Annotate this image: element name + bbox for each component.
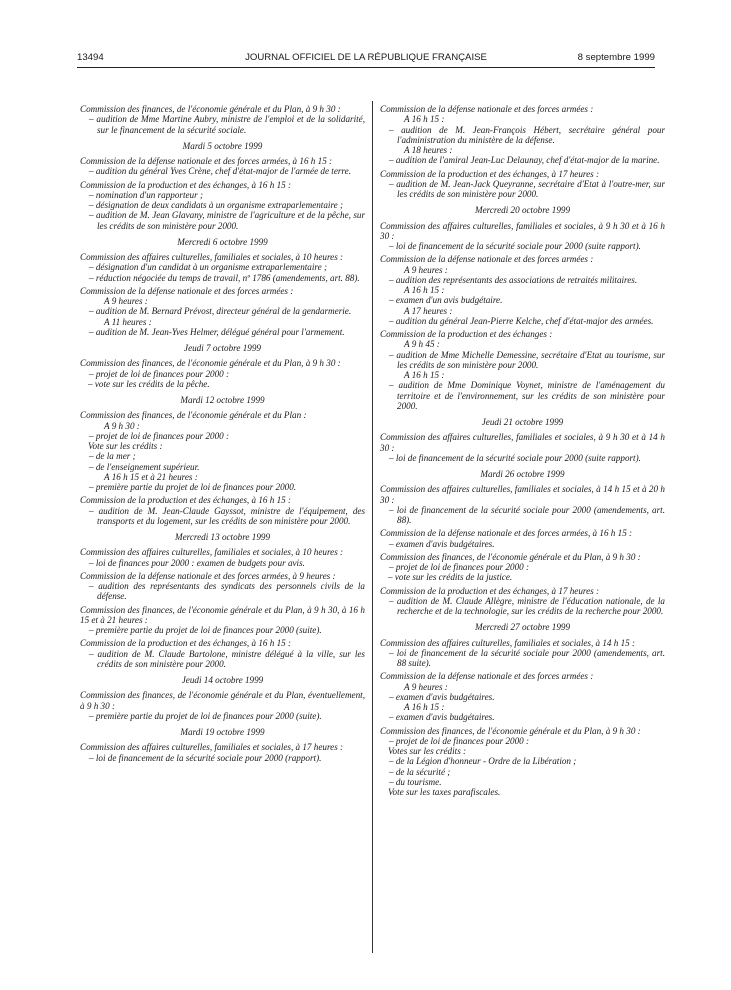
agenda-item: – audition de Mme Michelle Demessine, secrétaire d'Etat au tourisme, sur les crédits de son ministère pour 2000. xyxy=(389,349,665,370)
agenda-item: – loi de financement de la sécurité sociale pour 2000 (amendements, art. 88). xyxy=(389,504,665,525)
agenda-item: – loi de financement de la sécurité sociale pour 2000 (suite rapport). xyxy=(389,452,641,463)
agenda-item: – loi de finances pour 2000 : examen de budgets pour avis. xyxy=(89,557,305,568)
agenda-note: Votes sur les crédits : xyxy=(388,746,467,756)
agenda-item: – première partie du projet de loi de finances pour 2000 (suite). xyxy=(89,625,322,635)
agenda-item: – audition de M. Claude Allègre, ministre de l'éducation nationale, de la recherche et de la technologie, sur les crédits de la recherche pour 2000. xyxy=(389,595,665,616)
date-heading: Jeudi 7 octobre 1999 xyxy=(184,343,261,353)
time-label: A 16 h 15 : xyxy=(404,285,445,295)
agenda-item: – désignation d'un candidat à un organisme extraparlementaire ; xyxy=(89,262,327,273)
agenda-item: – réduction négociée du temps de travail, nº 1786 (amendements, art. 88). xyxy=(89,272,360,283)
right-column xyxy=(380,101,665,797)
date-heading: Jeudi 21 octobre 1999 xyxy=(481,417,564,427)
committee-heading: Commission des affaires culturelles, familiales et sociales, à 10 heures : xyxy=(80,547,344,558)
agenda-item: – audition des représentants des associations de retraités militaires. xyxy=(389,274,638,285)
page-header xyxy=(77,52,655,66)
agenda-item: – examen d'un avis budgétaire. xyxy=(389,295,503,306)
agenda-item: – audition de l'amiral Jean-Luc Delaunay, chef d'état-major de la marine. xyxy=(389,155,660,166)
agenda-item: – audition du général Jean-Pierre Kelche, chef d'état-major des armées. xyxy=(389,315,654,326)
time-label: A 9 heures : xyxy=(104,296,148,306)
committee-heading: Commission des affaires culturelles, familiales et sociales, à 17 heures : xyxy=(80,742,344,753)
agenda-item: – de la sécurité ; xyxy=(389,766,451,777)
left-column xyxy=(80,101,365,763)
agenda-item: – audition de M. Bernard Prévost, directeur général de la gendarmerie. xyxy=(89,306,352,317)
committee-heading: Commission de la défense nationale et des forces armées : xyxy=(80,285,294,296)
date-heading: Jeudi 14 octobre 1999 xyxy=(181,675,264,685)
committee-heading: Commission de la production et des échanges, à 16 h 15 : xyxy=(80,179,292,190)
committee-heading: Commission de la production et des échanges : xyxy=(380,329,553,339)
agenda-item: – audition de M. Claude Bartolone, ministre délégué à la ville, sur les crédits de son ministère pour 2000. xyxy=(89,648,365,669)
agenda-item: – de la mer ; xyxy=(89,451,136,462)
agenda-item: – projet de loi de finances pour 2000 : xyxy=(389,562,530,572)
agenda-item: – audition de Mme Martine Aubry, ministre de l'emploi et de la solidarité, sur le financement de la sécurité sociale. xyxy=(89,114,365,135)
date-heading: Mardi 19 octobre 1999 xyxy=(180,727,265,737)
issue-date: 8 septembre 1999 xyxy=(577,52,655,63)
agenda-item: – nomination d'un rapporteur ; xyxy=(89,189,203,200)
agenda-item: – loi de financement de la sécurité sociale pour 2000 (suite rapport). xyxy=(389,241,641,251)
header-rule xyxy=(77,67,655,68)
date-heading: Mardi 12 octobre 1999 xyxy=(180,395,265,405)
committee-heading: Commission de la défense nationale et des forces armées, à 16 h 15 : xyxy=(380,528,633,539)
time-label: A 16 h 15 : xyxy=(404,370,445,380)
date-heading: Mardi 26 octobre 1999 xyxy=(480,469,565,479)
time-label: A 16 h 15 et à 21 heures : xyxy=(104,471,198,482)
agenda-item: – audition de M. Jean-Yves Helmer, délégué général pour l'armement. xyxy=(89,326,345,337)
agenda-item: – première partie du projet de loi de finances pour 2000 (suite). xyxy=(89,710,322,721)
committee-heading: Commission de la production et des échanges, à 17 heures : xyxy=(380,168,600,179)
committee-heading: Commission des finances, de l'économie générale et du Plan, à 9 h 30 : xyxy=(380,551,641,562)
agenda-item: – première partie du projet de loi de finances pour 2000. xyxy=(89,482,297,492)
committee-heading: Commission des affaires culturelles, familiales et sociales, à 14 h 15 : xyxy=(380,637,636,648)
agenda-item: – désignation de deux candidats à un organisme extraparlementaire ; xyxy=(89,200,344,210)
time-label: A 11 heures : xyxy=(104,316,152,327)
column-divider xyxy=(372,101,373,953)
agenda-note: Vote sur les taxes parafiscales. xyxy=(388,787,501,797)
committee-heading: Commission des affaires culturelles, familiales et sociales, à 14 h 15 et à 20 h 30 : xyxy=(380,484,665,505)
committee-heading: Commission de la défense nationale et des forces armées : xyxy=(380,104,594,114)
time-label: A 9 h 45 : xyxy=(404,339,440,350)
committee-heading: Commission des finances, de l'économie générale et du Plan, à 9 h 30, à 16 h 15 et à 21 heures : xyxy=(80,604,365,625)
committee-heading: Commission des finances, de l'économie générale et du Plan, à 9 h 30 : xyxy=(80,358,341,369)
agenda-subitem: – vote sur les crédits de la justice. xyxy=(388,572,513,583)
committee-heading: Commission des affaires culturelles, familiales et sociales, à 9 h 30 et à 14 h 30 : xyxy=(380,432,665,453)
committee-heading: Commission de la défense nationale et des forces armées, à 9 heures : xyxy=(80,570,336,581)
agenda-item: – audition du général Yves Crène, chef d'état-major de l'armée de terre. xyxy=(89,166,351,177)
committee-heading: Commission des finances, de l'économie générale et du Plan, à 9 h 30 : xyxy=(380,725,641,736)
agenda-subitem: – vote sur les crédits de la pêche. xyxy=(88,378,210,389)
agenda-item: – audition des représentants des syndicats des personnels civils de la défense. xyxy=(89,581,365,602)
agenda-item: – audition de M. Jean-Claude Gayssot, ministre de l'équipement, des transports et du logement, sur les crédits de son ministère pour 2000. xyxy=(89,505,365,526)
time-label: A 16 h 15 : xyxy=(404,702,445,712)
agenda-item: – du tourisme. xyxy=(389,776,442,787)
page-number: 13494 xyxy=(77,52,104,63)
time-label: A 16 h 15 : xyxy=(404,114,445,125)
committee-heading: Commission des finances, de l'économie générale et du Plan, à 9 h 30 : xyxy=(80,104,341,114)
agenda-item: – examen d'avis budgétaires. xyxy=(389,691,495,702)
committee-heading: Commission des finances, de l'économie générale et du Plan : xyxy=(80,410,307,421)
committee-heading: Commission des affaires culturelles, familiales et sociales, à 9 h 30 et à 16 h 30 : xyxy=(380,220,665,241)
agenda-item: – audition de Mme Dominique Voynet, ministre de l'aménagement du territoire et de l'environnement, sur les crédits de son ministère pour 2000. xyxy=(389,380,665,411)
agenda-item: – de la Légion d'honneur - Ordre de la Libération ; xyxy=(389,756,577,767)
committee-heading: Commission des finances, de l'économie générale et du Plan, éventuellement, à 9 h 30 : xyxy=(80,690,365,711)
agenda-item: – examen d'avis budgétaires. xyxy=(389,538,495,549)
agenda-item: – de l'enseignement supérieur. xyxy=(89,461,200,472)
agenda-item: – audition de M. Jean Glavany, ministre de l'agriculture et de la pêche, sur les crédits de son ministère pour 2000. xyxy=(89,210,365,231)
committee-heading: Commission de la production et des échanges, à 17 heures : xyxy=(380,585,600,596)
time-label: A 9 heures : xyxy=(404,264,448,275)
committee-heading: Commission de la défense nationale et des forces armées : xyxy=(380,254,594,265)
committee-heading: Commission de la production et des échanges, à 16 h 15 : xyxy=(80,495,292,506)
date-heading: Mardi 5 octobre 1999 xyxy=(182,140,263,151)
time-label: A 9 heures : xyxy=(404,681,448,692)
committee-heading: Commission de la défense nationale et des forces armées, à 16 h 15 : xyxy=(80,156,333,166)
agenda-item: – loi de financement de la sécurité sociale pour 2000 (rapport). xyxy=(89,752,322,763)
agenda-item: – loi de financement de la sécurité sociale pour 2000 (amendements, art. 88 suite). xyxy=(389,647,665,668)
time-label: A 9 h 30 : xyxy=(104,420,140,431)
date-heading: Mercredi 6 octobre 1999 xyxy=(177,236,268,247)
committee-heading: Commission des affaires culturelles, familiales et sociales, à 10 heures : xyxy=(80,252,344,262)
date-heading: Mercredi 20 octobre 1999 xyxy=(474,205,571,216)
committee-heading: Commission de la production et des échanges, à 16 h 15 : xyxy=(80,638,292,649)
agenda-item: – examen d'avis budgétaires. xyxy=(389,712,495,723)
date-heading: Mercredi 13 octobre 1999 xyxy=(174,532,271,542)
time-label: A 17 heures : xyxy=(404,305,453,316)
agenda-item: – projet de loi de finances pour 2000 : xyxy=(89,430,230,441)
agenda-item: – projet de loi de finances pour 2000 : xyxy=(89,368,230,379)
agenda-note: Vote sur les crédits : xyxy=(88,441,163,451)
time-label: A 18 heures : xyxy=(404,145,453,155)
agenda-item: – audition de M. Jean-François Hébert, secrétaire général pour l'administration du ministère de la défense. xyxy=(389,124,665,145)
committee-heading: Commission de la défense nationale et des forces armées : xyxy=(380,671,594,682)
journal-title: JOURNAL OFFICIEL DE LA RÉPUBLIQUE FRANÇAISE xyxy=(245,52,487,63)
agenda-item: – projet de loi de finances pour 2000 : xyxy=(389,735,530,746)
agenda-item: – audition de M. Jean-Jack Queyranne, secrétaire d'Etat à l'outre-mer, sur les crédits de son ministère pour 2000. xyxy=(389,178,665,199)
date-heading: Mercredi 27 octobre 1999 xyxy=(474,622,571,633)
